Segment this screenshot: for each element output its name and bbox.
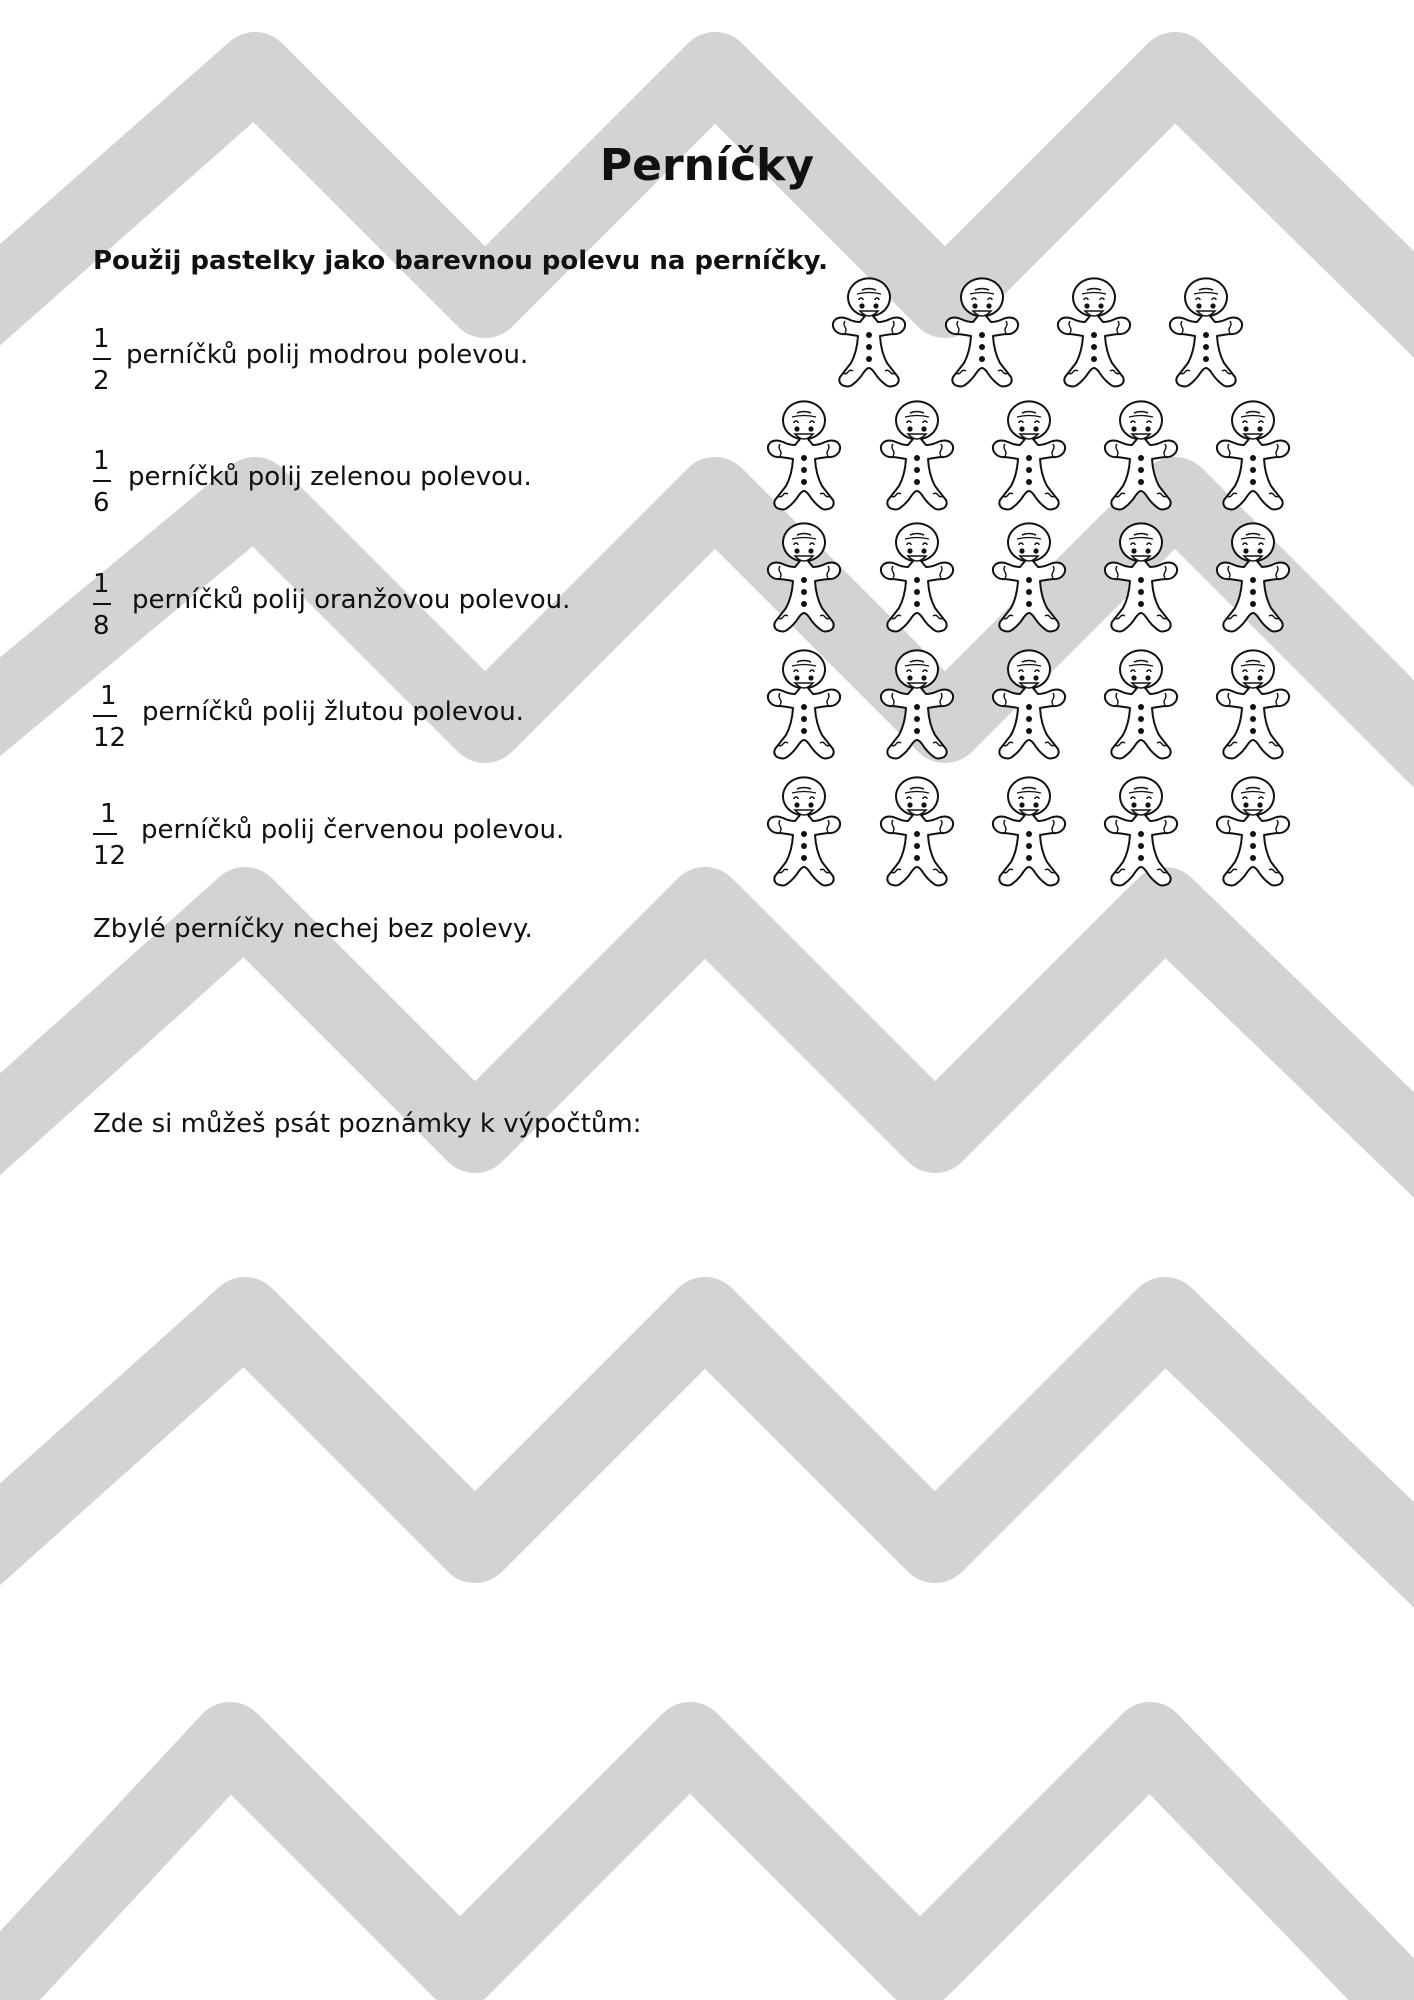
gingerbread-cookie-icon [993, 650, 1065, 758]
instruction-text: Použij pastelky jako barevnou polevu na perníčky. [93, 246, 829, 276]
remaining-text: Zbylé perníčky nechej bez polevy. [93, 914, 533, 944]
task-text: perníčků polij červenou polevou. [141, 815, 565, 845]
fraction-numerator: 1 [93, 569, 110, 599]
gingerbread-cookie-icon [1170, 278, 1242, 386]
gingerbread-cookie-icon [1217, 777, 1289, 885]
gingerbread-cookie-icon [768, 401, 840, 509]
gingerbread-cookie-icon [1105, 523, 1177, 631]
fraction-denominator: 2 [93, 366, 110, 396]
gingerbread-cookie-icon [881, 650, 953, 758]
fraction-numerator: 1 [93, 446, 110, 476]
fraction-numerator: 1 [100, 799, 117, 829]
gingerbread-cookie-icon [881, 401, 953, 509]
gingerbread-cookie-icon [768, 777, 840, 885]
gingerbread-cookie-icon [1105, 777, 1177, 885]
fraction-numerator: 1 [93, 324, 110, 354]
gingerbread-cookie-icon [833, 278, 905, 386]
task-text: perníčků polij oranžovou polevou. [132, 585, 571, 615]
gingerbread-cookie-icon [1217, 650, 1289, 758]
fraction-denominator: 12 [93, 723, 127, 753]
gingerbread-cookie-icon [993, 777, 1065, 885]
gingerbread-cookie-icon [768, 650, 840, 758]
gingerbread-cookie-icon [881, 777, 953, 885]
gingerbread-cookie-icon [1105, 401, 1177, 509]
fraction-denominator: 12 [93, 841, 127, 871]
gingerbread-cookie-icon [768, 523, 840, 631]
gingerbread-cookie-icon [1058, 278, 1130, 386]
page-title: Perníčky [599, 140, 815, 191]
task-text: perníčků polij žlutou polevou. [142, 697, 524, 727]
gingerbread-cookie-icon [993, 523, 1065, 631]
gingerbread-cookie-icon [1105, 650, 1177, 758]
task-text: perníčků polij zelenou polevou. [128, 462, 532, 492]
fraction-numerator: 1 [100, 681, 117, 711]
notes-label: Zde si můžeš psát poznámky k výpočtům: [93, 1109, 642, 1139]
fraction-denominator: 6 [93, 488, 110, 518]
gingerbread-cookie-icon [1217, 523, 1289, 631]
task-text: perníčků polij modrou polevou. [126, 340, 529, 370]
gingerbread-cookie-icon [1217, 401, 1289, 509]
gingerbread-cookie-icon [993, 401, 1065, 509]
gingerbread-cookie-icon [881, 523, 953, 631]
fraction-denominator: 8 [93, 611, 110, 641]
gingerbread-cookie-icon [946, 278, 1018, 386]
